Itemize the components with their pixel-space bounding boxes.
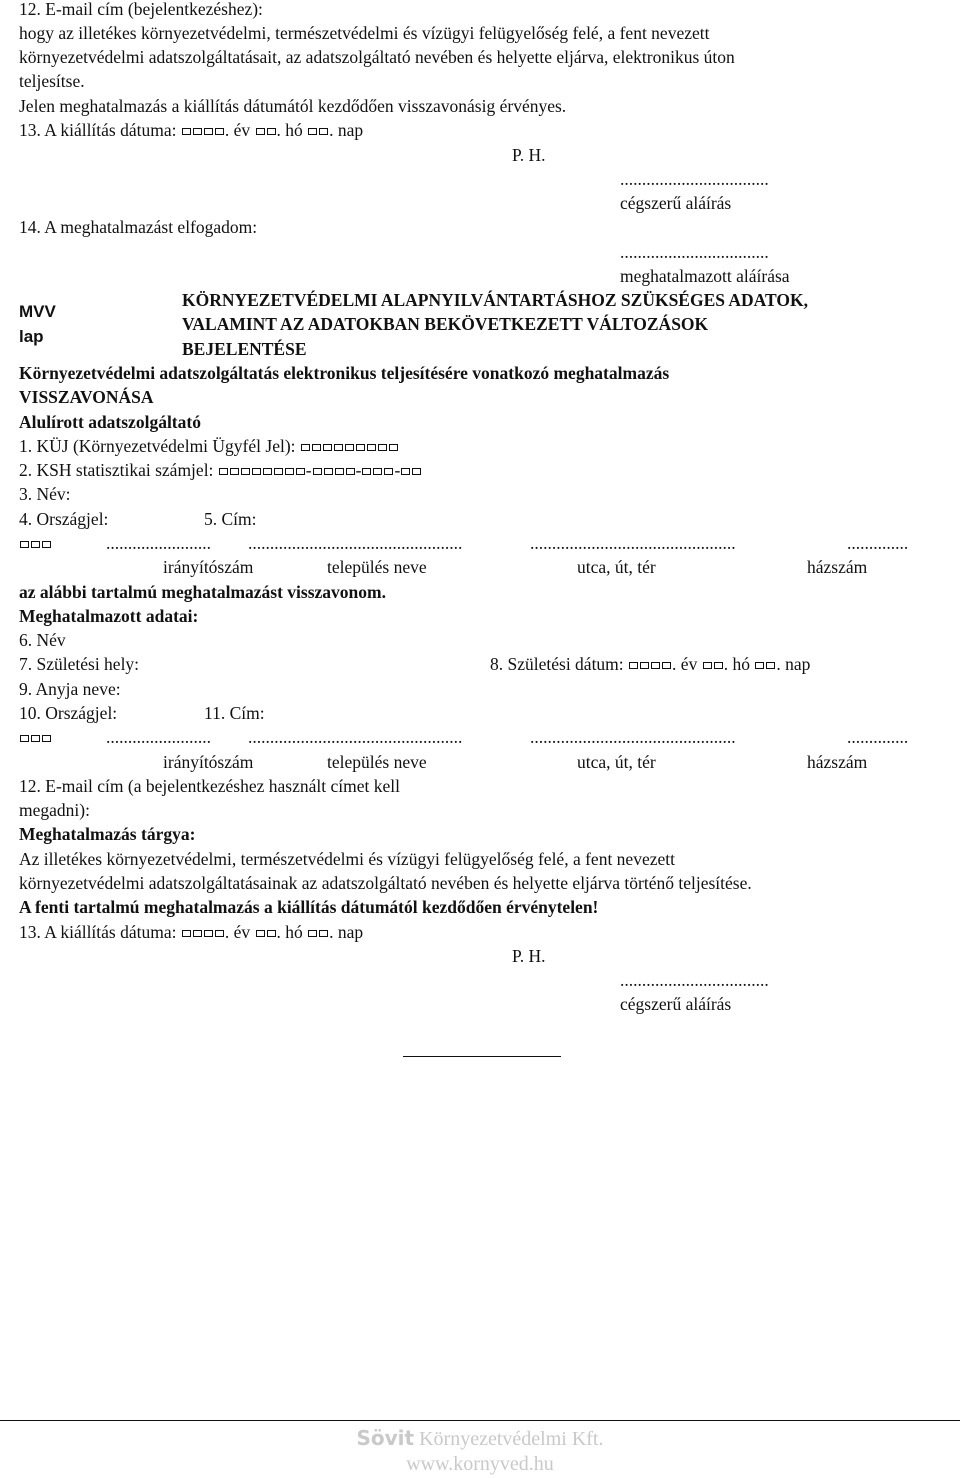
section-heading: Meghatalmazott adatai:	[19, 606, 199, 626]
issue-date-line: 13. A kiállítás dátuma: . év . hó . nap	[19, 120, 364, 140]
day-boxes[interactable]	[754, 654, 776, 674]
subject-text-line: környezetvédelmi adatszolgáltatásainak az adatszolgáltató nevében és helyette eljárva történő teljesítése.	[19, 873, 752, 893]
form-title: BEJELENTÉSE	[182, 339, 307, 359]
issue-date-label: 13. A kiállítás dátuma:	[19, 120, 177, 140]
house-label: házszám	[807, 557, 868, 577]
invalidity-statement: A fenti tartalmú meghatalmazás a kiállítás dátumától kezdődően érvénytelen!	[19, 897, 599, 917]
birthdate-field: 8. Születési dátum: . év . hó . nap	[490, 654, 811, 674]
zip-dots: ........................	[106, 533, 211, 553]
company-logo: Sövit	[356, 1426, 415, 1450]
revocation-heading: VISSZAVONÁSA	[19, 387, 154, 407]
end-divider	[403, 1056, 561, 1057]
street-dots: ...............................................	[530, 533, 736, 553]
name-label: 3. Név:	[19, 484, 71, 504]
agent-signature-label: meghatalmazott aláírása	[620, 266, 790, 286]
house-dots: ..............	[847, 533, 909, 553]
email-label: 12. E-mail cím (bejelentkezéshez):	[19, 0, 263, 19]
zip-dots: ........................	[106, 727, 211, 747]
city-label: település neve	[327, 557, 427, 577]
email-label-cont: megadni):	[19, 800, 90, 820]
zip-label: irányítószám	[163, 557, 254, 577]
agent-name-label: 6. Név	[19, 630, 66, 650]
year-boxes[interactable]	[181, 120, 225, 140]
validity-text: Jelen meghatalmazás a kiállítás dátumától kezdődően visszavonásig érvényes.	[19, 96, 567, 116]
address-label: 5. Cím:	[204, 509, 257, 529]
section-heading: Meghatalmazás tárgya:	[19, 824, 196, 844]
zip-label: irányítószám	[163, 752, 254, 772]
signature-line: ..................................	[620, 242, 769, 262]
day-boxes[interactable]	[307, 120, 329, 140]
form-title: KÖRNYEZETVÉDELMI ALAPNYILVÁNTARTÁSHOZ SZÜKSÉGES ADATOK,	[182, 290, 808, 310]
house-dots: ..............	[847, 727, 909, 747]
year-boxes[interactable]	[181, 922, 225, 942]
ksh-field: 2. KSH statisztikai számjel: - - -	[19, 458, 422, 482]
signature-line: ..................................	[620, 970, 769, 990]
form-title: VALAMINT AZ ADATOKBAN BEKÖVETKEZETT VÁLTOZÁSOK	[182, 314, 709, 334]
month-boxes[interactable]	[255, 922, 277, 942]
address-label: 11. Cím:	[204, 703, 265, 723]
issue-date-line: 13. A kiállítás dátuma: . év . hó . nap	[19, 922, 364, 942]
company-signature-label: cégszerű aláírás	[620, 193, 732, 213]
day-boxes[interactable]	[307, 922, 329, 942]
street-label: utca, út, tér	[577, 752, 656, 772]
footer-url[interactable]: www.kornyved.hu	[406, 1453, 554, 1475]
birthplace-label: 7. Születési hely:	[19, 654, 140, 674]
section-heading: Alulírott adatszolgáltató	[19, 412, 201, 432]
mother-name-label: 9. Anyja neve:	[19, 679, 121, 699]
email-label: 12. E-mail cím (a bejelentkezéshez használt címet kell	[19, 776, 400, 796]
authorization-text-line: teljesítse.	[19, 71, 85, 91]
street-label: utca, út, tér	[577, 557, 656, 577]
subject-text-line: Az illetékes környezetvédelmi, természetvédelmi és vízügyi felügyelőség felé, a fent nevezett	[19, 849, 675, 869]
month-boxes[interactable]	[702, 654, 724, 674]
city-dots: .................................................	[248, 727, 463, 747]
street-dots: ...............................................	[530, 727, 736, 747]
month-boxes[interactable]	[255, 120, 277, 140]
kuj-boxes[interactable]	[300, 436, 399, 456]
stamp-placeholder: P. H.	[512, 946, 546, 966]
company-signature-label: cégszerű aláírás	[620, 994, 732, 1014]
company-name: Környezetvédelmi Kft.	[419, 1428, 604, 1450]
revoke-statement: az alábbi tartalmú meghatalmazást visszavonom.	[19, 582, 386, 602]
footer-divider	[0, 1420, 960, 1421]
form-subtitle: Környezetvédelmi adatszolgáltatás elektronikus teljesítésére vonatkozó meghatalmazás	[19, 363, 670, 383]
footer-company	[0, 1426, 960, 1451]
form-code: MVV	[19, 302, 56, 321]
signature-line: ..................................	[620, 169, 769, 189]
kuj-field: 1. KÜJ (Környezetvédelmi Ügyfél Jel):	[19, 434, 399, 458]
ksh-boxes[interactable]: - - -	[218, 460, 422, 480]
acceptance-label: 14. A meghatalmazást elfogadom:	[19, 217, 258, 237]
country-boxes[interactable]	[19, 725, 52, 749]
house-label: házszám	[807, 752, 868, 772]
form-code-sub: lap	[19, 327, 44, 346]
country-boxes[interactable]	[19, 531, 52, 555]
country-label: 10. Országjel:	[19, 703, 118, 723]
city-label: település neve	[327, 752, 427, 772]
authorization-text-line: környezetvédelmi adatszolgáltatásait, az adatszolgáltató nevében és helyette eljárva, elektronikus úton	[19, 47, 735, 67]
authorization-text-line: hogy az illetékes környezetvédelmi, természetvédelmi és vízügyi felügyelőség felé, a fent nevezett	[19, 23, 710, 43]
year-boxes[interactable]	[628, 654, 672, 674]
country-label: 4. Országjel:	[19, 509, 109, 529]
stamp-placeholder: P. H.	[512, 145, 546, 165]
city-dots: .................................................	[248, 533, 463, 553]
